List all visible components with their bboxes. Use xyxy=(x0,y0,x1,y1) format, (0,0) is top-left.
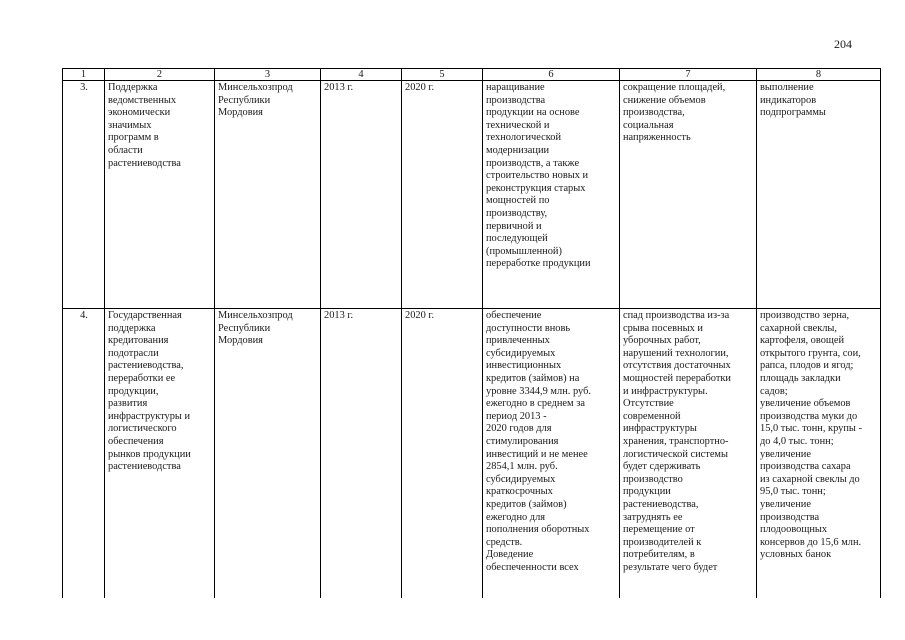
column-number: 1 xyxy=(63,69,105,81)
column-number: 8 xyxy=(757,69,881,81)
column-number: 5 xyxy=(402,69,483,81)
column-number: 2 xyxy=(105,69,215,81)
row-number: 4. xyxy=(63,309,105,599)
page-number: 204 xyxy=(834,37,852,51)
measure-name: Государственная поддержка кредитования подотрасли растениеводства, переработки ее продукции, развития инфраструктуры и логистического обеспечения рынков продукции растениеводства xyxy=(105,309,215,599)
consequences: сокращение площадей, снижение объемов производства, социальная напряженность xyxy=(620,81,757,309)
indicators: выполнение индикаторов подпрограммы xyxy=(757,81,881,309)
table-row xyxy=(63,81,881,309)
start-year: 2013 г. xyxy=(321,309,402,599)
consequences: спад производства из-за срыва посевных и уборочных работ, нарушений технологии, отсутствия достаточных мощностей переработки и инфраструктуры. Отсутствие современной инфраструктуры хранения, транспортно- логистической системы будет сдерживать производство продукции растениеводства, затруднять ее перемещение от производителей к потребителям, в результате чего будет xyxy=(620,309,757,599)
column-number: 4 xyxy=(321,69,402,81)
end-year: 2020 г. xyxy=(402,81,483,309)
expected-result: наращивание производства продукции на основе технической и технологической модернизации производств, а также строительство новых и реконструкция старых мощностей по производству, первичной и последующей (промышленной) переработке продукции xyxy=(483,81,620,309)
column-number-row xyxy=(63,69,881,81)
end-year: 2020 г. xyxy=(402,309,483,599)
measure-name: Поддержка ведомственных экономически значимых программ в области растениеводства xyxy=(105,81,215,309)
expected-result: обеспечение доступности вновь привлеченных субсидируемых инвестиционных кредитов (займов) на уровне 3344,9 млн. руб. ежегодно в среднем за период 2013 - 2020 годов для стимулирования инвестиций и не менее 2854,1 млн. руб. субсидируемых краткосрочных кредитов (займов) ежегодно для пополнения оборотных средств. Доведение обеспеченности всех xyxy=(483,309,620,599)
table-row xyxy=(63,309,881,599)
column-number: 6 xyxy=(483,69,620,81)
start-year: 2013 г. xyxy=(321,81,402,309)
row-number: 3. xyxy=(63,81,105,309)
program-table xyxy=(62,68,881,598)
column-number: 7 xyxy=(620,69,757,81)
executor: Минсельхозпрод Республики Мордовия xyxy=(215,81,321,309)
indicators: производство зерна, сахарной свеклы, картофеля, овощей открытого грунта, сои, рапса, плодов и ягод; площадь закладки садов; увеличение объемов производства муки до 15,0 тыс. тонн, крупы - до 4,0 тыс. тонн; увеличение производства сахара из сахарной свеклы до 95,0 тыс. тонн; увеличение производства плодоовощных консервов до 15,6 млн. условных банок xyxy=(757,309,881,599)
executor: Минсельхозпрод Республики Мордовия xyxy=(215,309,321,599)
column-number: 3 xyxy=(215,69,321,81)
